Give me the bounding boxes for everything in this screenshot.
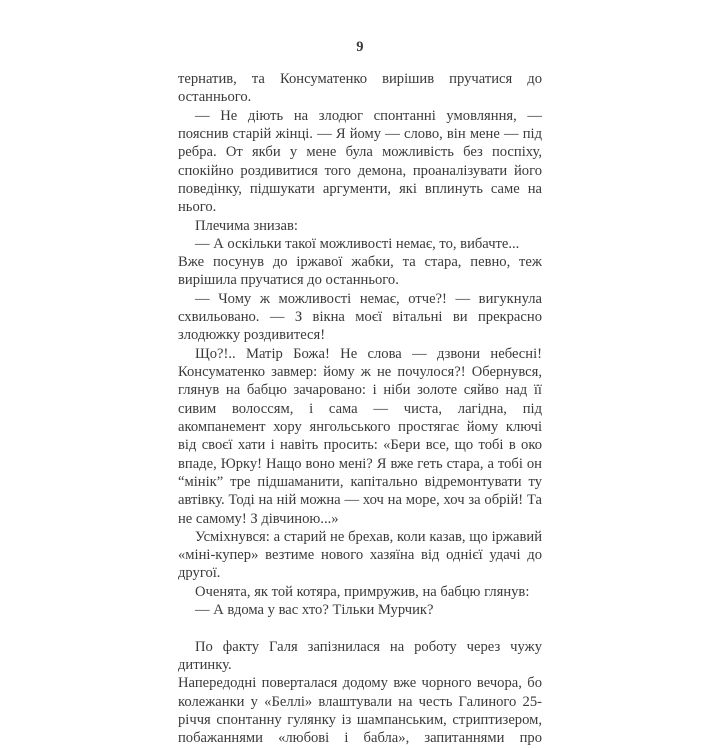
paragraph-narration: По факту Галя запізнилася на роботу через чужу дитинку.: [178, 638, 542, 673]
paragraph-narration: Плечима знизав:: [195, 217, 298, 234]
paragraph-narration: Вже посунув до іржавої жабки, та стара, певно, теж вирішила пручатися до останнього.: [178, 254, 542, 289]
paragraph-narration: Напередодні поверталася додому вже чорного вечора, бо колежанки у «Беллі» влаштували на честь Галиного 25-річчя спонтанну гулянку із шампанським, стриптизером, побажаннями «любові і бабла», запитаннями про: [178, 675, 542, 747]
paragraph-narration: Що?!.. Матір Божа! Не слова — дзвони небесні! Консуматенко завмер: йому ж не почулося?! Обернувся, глянув на бабцю зачаровано: і ніби золоте сяйво над її сивим волоссям, і сама — чиста, лагідна, під акомпанемент хору янгольського простягає йому ключі від своєї хати і навіть просить: «Бери все, що тобі в око впаде, Юрку! Нащо воно мені? Я вже геть стара, а тобі он “мінік” тре підшаманити, капітально відремонтувати ту автівку. Тоді на ній можна — хоч на море, хоч за обрій! Та не самому! З дівчиною...»: [178, 345, 542, 527]
paragraph-dialogue: — А вдома у вас хто? Тільки Мурчик?: [195, 602, 434, 619]
paragraph-dialogue: — А оскільки такої можливості немає, то, вибачте...: [195, 235, 520, 252]
paragraph-dialogue: — Чому ж можливості немає, отче?! — вигукнула схвильовано. — З вікна моєї вітальні ви прекрасно злодюжку роздивитеся!: [178, 290, 542, 344]
paragraph-narration: Оченята, як той котяра, примружив, на бабцю глянув:: [195, 583, 530, 600]
paragraph-continuation: тернатив, та Консуматенко вирішив пручатися до останнього.: [178, 71, 542, 106]
paragraph-narration: Усміхнувся: а старий не брехав, коли казав, що іржавий «міні-купер» везтиме нового хазяїна від однієї удачі до другої.: [178, 528, 542, 582]
page-number: 9: [356, 39, 364, 55]
scene-break: [178, 619, 542, 637]
paragraph-dialogue: — Не діють на злодюг спонтанні умовляння, — пояснив старій жінці. — Я йому — слово, він мене — під ребра. От якби у мене була можливість без поспіху, спокійно роздивитися того демона, проаналізувати його поведінку, підшукати аргументи, які вплинуть саме на нього.: [178, 107, 542, 216]
body-text-column: [178, 70, 542, 748]
